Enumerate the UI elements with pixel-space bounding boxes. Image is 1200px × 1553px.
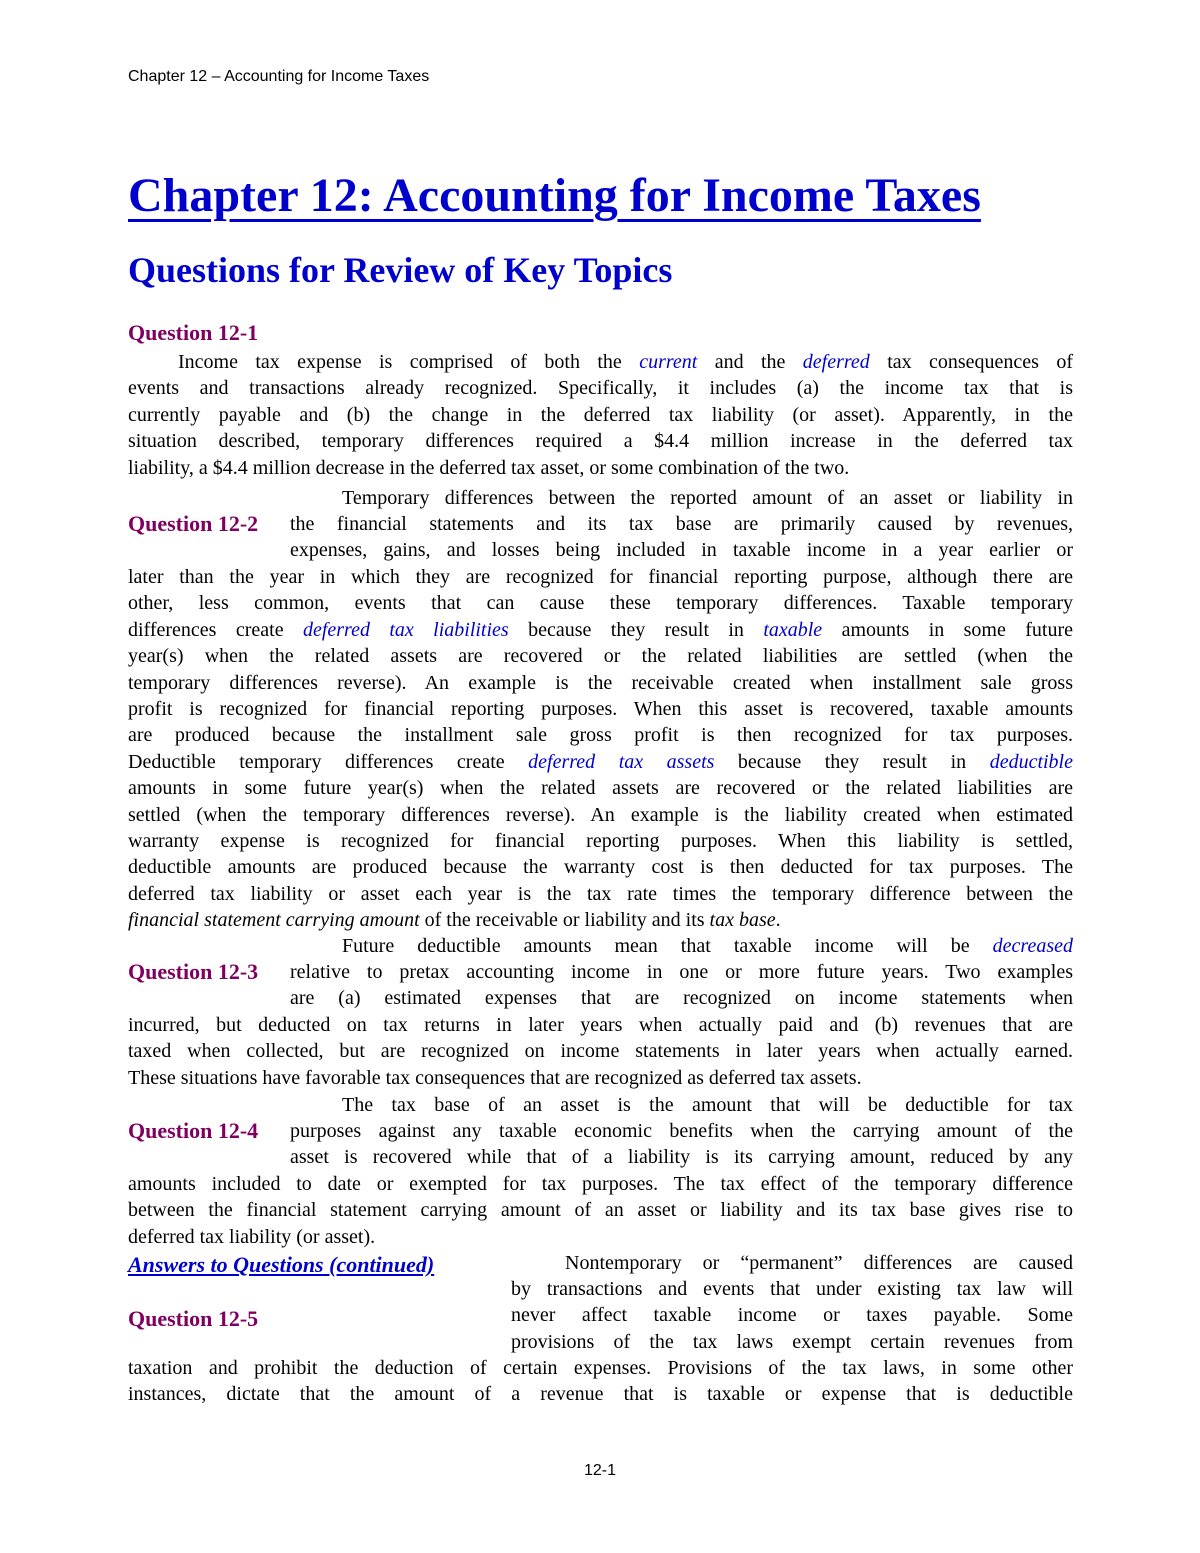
answer-line: instances, dictate that the amount of a revenue that is taxable or expense that is deductible bbox=[128, 1383, 1073, 1406]
answer-line: The tax base of an asset is the amount that will be deductible for tax bbox=[342, 1094, 1073, 1116]
answer-line: These situations have favorable tax consequences that are recognized as deferred tax assets. bbox=[128, 1066, 862, 1089]
answer-line: purposes against any taxable economic benefits when the carrying amount of the bbox=[290, 1120, 1073, 1142]
answer-line: are produced because the installment sale gross profit is then recognized for tax purposes. bbox=[128, 724, 1073, 747]
chapter-title: Chapter 12: Accounting for Income Taxes bbox=[128, 169, 981, 222]
answer-line: the financial statements and its tax base are primarily caused by revenues, bbox=[290, 513, 1073, 535]
answer-line: other, less common, events that can cause these temporary differences. Taxable temporary bbox=[128, 592, 1073, 615]
answer-line: situation described, temporary differences required a $4.4 million increase in the deferred tax bbox=[128, 430, 1073, 453]
answer-12-2-body bbox=[128, 564, 1073, 934]
answer-line: deferred tax liability (or asset). bbox=[128, 1225, 376, 1248]
question-label: Question 12-2 bbox=[128, 511, 259, 536]
section-title: Questions for Review of Key Topics bbox=[128, 250, 673, 290]
question-label: Question 12-5 bbox=[128, 1306, 259, 1331]
answer-12-4-body bbox=[128, 1171, 1073, 1250]
answer-12-5-side bbox=[511, 1276, 1073, 1355]
answer-line: expenses, gains, and losses being included in taxable income in a year earlier or bbox=[290, 539, 1073, 562]
answers-continued-heading: Answers to Questions (continued) bbox=[128, 1252, 435, 1277]
running-header: Chapter 12 – Accounting for Income Taxes bbox=[128, 68, 430, 85]
answer-line: taxed when collected, but are recognized on income statements in later years when actually earned. bbox=[128, 1040, 1073, 1063]
answer-line: never affect taxable income or taxes payable. Some bbox=[511, 1304, 1073, 1327]
answer-line: later than the year in which they are recognized for financial reporting purpose, although there are bbox=[128, 566, 1073, 588]
answer-line: differences create deferred tax liabilities because they result in taxable amounts in some future bbox=[128, 618, 1073, 641]
answer-line: provisions of the tax laws exempt certain revenues from bbox=[511, 1330, 1073, 1353]
answer-line: deferred tax liability or asset each year is the tax rate times the temporary difference between the bbox=[128, 882, 1073, 905]
answer-12-2-intro bbox=[342, 485, 1073, 511]
answer-line: taxation and prohibit the deduction of certain expenses. Provisions of the tax laws, in some other bbox=[128, 1357, 1073, 1379]
answer-line: amounts in some future year(s) when the related assets are recovered or the related liabilities are bbox=[128, 777, 1073, 800]
answer-12-3-body bbox=[128, 1012, 1073, 1091]
answer-line: by transactions and events that under existing tax law will bbox=[511, 1278, 1073, 1300]
answer-line: financial statement carrying amount of the receivable or liability and its tax base. bbox=[128, 909, 781, 932]
answer-12-3-side bbox=[290, 959, 1073, 1012]
answer-line: profit is recognized for financial reporting purposes. When this asset is recovered, taxable amounts bbox=[128, 698, 1073, 721]
answer-line: amounts included to date or exempted for tax purposes. The tax effect of the temporary difference bbox=[128, 1173, 1073, 1195]
answer-12-4-intro bbox=[342, 1092, 1073, 1118]
answer-line: between the financial statement carrying amount of an asset or liability and its tax base gives rise to bbox=[128, 1199, 1073, 1222]
question-label: Question 12-4 bbox=[128, 1118, 259, 1143]
answer-line: incurred, but deducted on tax returns in later years when actually paid and (b) revenues that are bbox=[128, 1014, 1073, 1036]
answer-line: relative to pretax accounting income in one or more future years. Two examples bbox=[290, 961, 1073, 983]
answer-line: settled (when the temporary differences reverse). An example is the liability created when estimated bbox=[128, 803, 1073, 826]
answer-line: asset is recovered while that of a liability is its carrying amount, reduced by any bbox=[290, 1146, 1073, 1169]
question-label: Question 12-3 bbox=[128, 959, 259, 984]
answer-12-4-side bbox=[290, 1118, 1073, 1171]
answer-line: year(s) when the related assets are recovered or the related liabilities are settled (when the bbox=[128, 645, 1073, 668]
answer-line: Nontemporary or “permanent” differences are caused bbox=[565, 1252, 1073, 1274]
answer-line: liability, a $4.4 million decrease in the deferred tax asset, or some combination of the two. bbox=[128, 456, 850, 479]
answer-line: deductible amounts are produced because the warranty cost is then deducted for tax purposes. The bbox=[128, 856, 1073, 879]
answer-line: are (a) estimated expenses that are recognized on income statements when bbox=[290, 987, 1073, 1010]
answer-line: Temporary differences between the reported amount of an asset or liability in bbox=[342, 487, 1073, 509]
answer-line: currently payable and (b) the change in the deferred tax liability (or asset). Apparently, in the bbox=[128, 403, 1073, 426]
answer-line: events and transactions already recognized. Specifically, it includes (a) the income tax that is bbox=[128, 377, 1073, 400]
page-number: 12-1 bbox=[583, 1462, 617, 1479]
answer-line: Income tax expense is comprised of both the current and the deferred tax consequences of bbox=[178, 351, 1074, 373]
answer-12-5-intro bbox=[565, 1250, 1073, 1276]
answer-line: warranty expense is recognized for financial reporting purposes. When this liability is settled, bbox=[128, 830, 1073, 853]
answer-line: Deductible temporary differences create deferred tax assets because they result in deductible bbox=[128, 750, 1073, 773]
answer-12-3-intro bbox=[342, 933, 1073, 959]
answer-12-2-side bbox=[290, 511, 1073, 564]
answer-line: Future deductible amounts mean that taxable income will be decreased bbox=[342, 935, 1073, 957]
answer-12-5-body bbox=[128, 1355, 1073, 1408]
answer-line: temporary differences reverse). An example is the receivable created when installment sale gross bbox=[128, 671, 1073, 694]
question-label: Question 12-1 bbox=[128, 320, 259, 345]
answer-12-1 bbox=[128, 349, 1073, 481]
